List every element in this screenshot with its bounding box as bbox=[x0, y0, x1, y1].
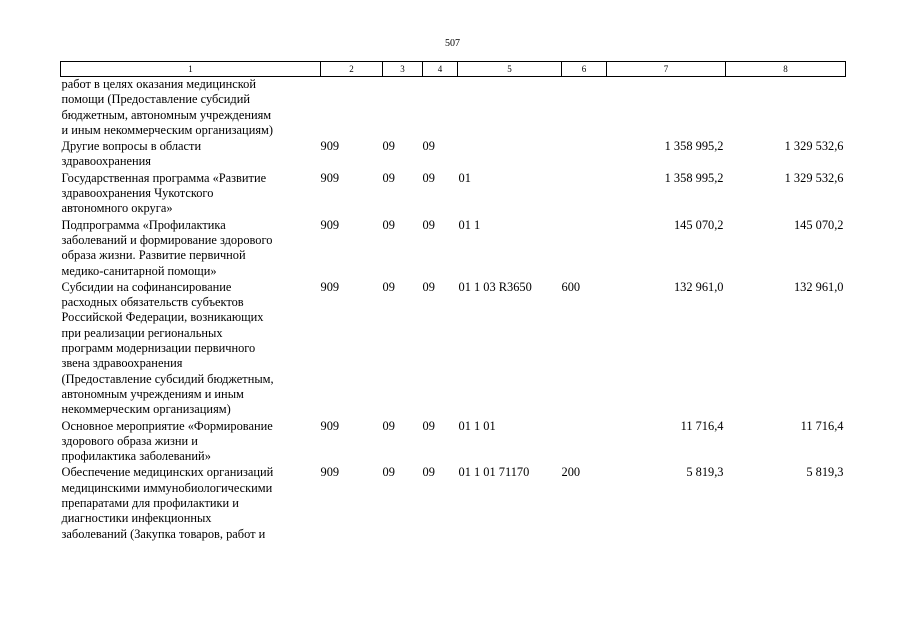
cell-amount-2: 145 070,2 bbox=[793, 217, 844, 232]
cell-ministry bbox=[321, 77, 383, 140]
cell-target bbox=[458, 139, 562, 171]
cell-target: 01 1 01 bbox=[458, 418, 496, 433]
header-row bbox=[61, 62, 846, 77]
cell-section: 09 bbox=[382, 139, 395, 154]
cell-amount-2: 5 819,3 bbox=[806, 465, 844, 480]
cell-amount-1: 132 961,0 bbox=[673, 279, 724, 294]
column-header: 6 bbox=[562, 62, 607, 77]
cell-subsection: 09 bbox=[422, 139, 435, 154]
row-name: Обеспечение медицинских организаций медицинскими иммунобиологическими препаратами для профилактики и диагностики инфекционных заболеваний (Закупка товаров, работ и bbox=[61, 465, 274, 541]
cell-section: 09 bbox=[382, 279, 395, 294]
table-row bbox=[61, 419, 846, 466]
row-name: Субсидии на софинансирование расходных обязательств субъектов Российской Федерации, возникающих при реализации региональных программ модернизации первичного звена здравоохранения (Предоставление субсидий бюджетным, автономным учреждениям и иным некоммерческим организациям) bbox=[61, 279, 274, 417]
cell-expense-type: 200 bbox=[561, 465, 581, 480]
cell-amount-1 bbox=[607, 77, 726, 140]
cell-ministry: 909 bbox=[320, 465, 340, 480]
cell-amount-1: 11 716,4 bbox=[680, 418, 724, 433]
table-row bbox=[61, 171, 846, 218]
cell-amount-2 bbox=[726, 77, 846, 140]
row-name: Подпрограмма «Профилактика заболеваний и формирование здорового образа жизни. Развитие первичной медико-санитарной помощи» bbox=[61, 217, 273, 278]
cell-ministry: 909 bbox=[320, 217, 340, 232]
row-name: работ в целях оказания медицинской помощи (Предоставление субсидий бюджетным, автономным учреждениям и иным некоммерческим организациям) bbox=[61, 77, 273, 137]
column-header: 5 bbox=[458, 62, 562, 77]
cell-subsection: 09 bbox=[422, 279, 435, 294]
cell-section: 09 bbox=[382, 418, 395, 433]
cell-amount-2: 11 716,4 bbox=[800, 418, 844, 433]
cell-ministry: 909 bbox=[320, 139, 340, 154]
column-header: 8 bbox=[726, 62, 846, 77]
cell-ministry: 909 bbox=[320, 418, 340, 433]
cell-ministry: 909 bbox=[320, 170, 340, 185]
row-name: Государственная программа «Развитие здравоохранения Чукотского автономного округа» bbox=[61, 170, 267, 216]
cell-amount-1: 1 358 995,2 bbox=[664, 139, 724, 154]
cell-subsection: 09 bbox=[422, 465, 435, 480]
cell-expense-type bbox=[562, 419, 607, 466]
budget-table bbox=[60, 61, 846, 543]
cell-subsection: 09 bbox=[422, 170, 435, 185]
table-row bbox=[61, 465, 846, 542]
cell-section: 09 bbox=[382, 170, 395, 185]
cell-target: 01 1 03 R3650 bbox=[458, 279, 532, 294]
cell-expense-type bbox=[562, 139, 607, 171]
cell-expense-type bbox=[562, 218, 607, 280]
cell-subsection: 09 bbox=[422, 217, 435, 232]
table-row bbox=[61, 77, 846, 140]
cell-ministry: 909 bbox=[320, 279, 340, 294]
table-row bbox=[61, 280, 846, 419]
row-name: Основное мероприятие «Формирование здорового образа жизни и профилактика заболеваний» bbox=[61, 418, 273, 464]
cell-section: 09 bbox=[382, 465, 395, 480]
cell-target: 01 bbox=[458, 170, 471, 185]
cell-expense-type: 600 bbox=[561, 279, 581, 294]
cell-expense-type bbox=[562, 77, 607, 140]
cell-subsection bbox=[423, 77, 458, 140]
cell-subsection: 09 bbox=[422, 418, 435, 433]
cell-amount-2: 1 329 532,6 bbox=[784, 170, 844, 185]
cell-amount-1: 145 070,2 bbox=[673, 217, 724, 232]
cell-target: 01 1 bbox=[458, 217, 481, 232]
page-number: 507 bbox=[445, 38, 460, 49]
column-header: 3 bbox=[383, 62, 423, 77]
table-row bbox=[61, 218, 846, 280]
cell-target: 01 1 01 71170 bbox=[458, 465, 530, 480]
cell-amount-1: 5 819,3 bbox=[686, 465, 724, 480]
cell-amount-1: 1 358 995,2 bbox=[664, 170, 724, 185]
row-name: Другие вопросы в области здравоохранения bbox=[61, 139, 202, 169]
cell-section: 09 bbox=[382, 217, 395, 232]
column-header: 4 bbox=[423, 62, 458, 77]
column-header: 7 bbox=[607, 62, 726, 77]
table-row bbox=[61, 139, 846, 171]
cell-section bbox=[383, 77, 423, 140]
column-header: 2 bbox=[321, 62, 383, 77]
cell-amount-2: 132 961,0 bbox=[793, 279, 844, 294]
cell-expense-type bbox=[562, 171, 607, 218]
column-header: 1 bbox=[61, 62, 321, 77]
cell-target bbox=[458, 77, 562, 140]
cell-amount-2: 1 329 532,6 bbox=[784, 139, 844, 154]
